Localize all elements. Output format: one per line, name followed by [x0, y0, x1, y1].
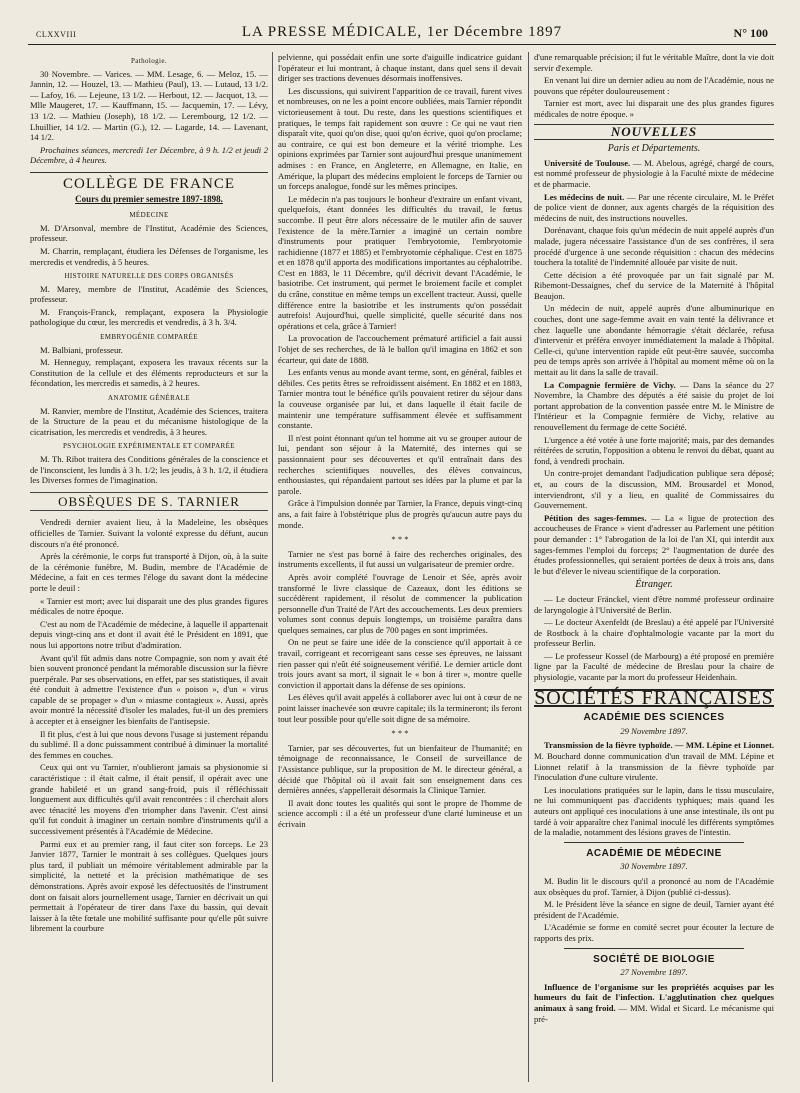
news-text: — Dans la séance du 27 Novembre, la Chambre des députés a été saisie du projet de loi portant approbation de la convention passée entre M. le Ministre de l'Intérieur et la Compagnie fermière de Vichy, relative au renouvellement du fermage de cette Société.: [534, 379, 774, 432]
paragraph: Tarnier ne s'est pas borné à faire des recherches originales, des instruments excellents, il fut aussi un vulgarisateur de premier ordre.: [278, 548, 522, 570]
paragraph: M. Th. Ribot traitera des Conditions générales de la conscience et de l'inconscient, les lundis à 3 h. 1/2; les jeudis, à 3 h. 1/2, il étudiera les Diverses formes de l'imagination.: [30, 454, 268, 486]
college-title: COLLÈGE DE FRANCE: [63, 175, 235, 192]
paragraph: C'est au nom de l'Académie de médecine, à laquelle il appartenait depuis vingt-cinq ans et dont il avait été le Président en 1891, que nous lui apportons notre tribut d'admiration.: [30, 618, 268, 650]
paragraph: M. Charrin, remplaçant, étudiera les Défenses de l'organisme, les mercredis et vendredis, à 5 heures.: [30, 245, 268, 267]
column-divider-2: [528, 52, 529, 1082]
paragraph: Ceux qui ont vu Tarnier, n'oublieront jamais sa physionomie si caractéristique : il était calme, il était pensif, il opérait avec une grande habileté et un grand sang-froid, puis il réfléchissait longuement aux difficultés qu'il avait rencontrées : il cherchait alors avec ténacité les moyens d'en triompher dans l'avenir. C'est ainsi qu'il fut conduit à imaginer un certain nombre d'instruments qu'il a successivement présentés à l'Académie de Médecine.: [30, 762, 268, 836]
paragraph: Vendredi dernier avaient lieu, à la Madeleine, les obsèques officielles de Tarnier. Suivant la volonté expresse du défunt, aucun discours n'a été prononcé.: [30, 517, 268, 549]
column-3: [534, 52, 774, 1088]
news-text: — La « ligue de protection des accoucheuses de France » vient d'adresser au Parlement une pétition pour demander : 1° l'abrogation de la loi de l'an XI, qui interdit aux sages-femmes l'emploi du forceps; 2° l'augmentation de durée des études professionnelles, qui seraient portées de deux à trois ans, dans le but d'élever le niveau scientifique de la corporation.: [534, 512, 774, 576]
paragraph: La provocation de l'accouchement prématuré artificiel a fait aussi l'objet de ses recherches, de là le ballon qu'il imagina en 1862 et son écarteur, qui date de 1888.: [278, 333, 522, 365]
paragraph: M. François-Franck, remplaçant, exposera la Physiologie pathologique du cœur, les mercredis et vendredis, à 3 h. 3/4.: [30, 306, 268, 328]
news-text: — Par une récente circulaire, M. le Préfet de police vient de donner, aux agents chargés de la réquisition des médecins de nuit, des instructions nouvelles.: [534, 191, 774, 223]
paragraph: M. Budin lit le discours qu'il a prononcé au nom de l'Académie aux obsèques du prof. Tarnier, à Dijon (publié ci-dessus).: [534, 875, 774, 897]
paragraph: Tarnier, par ses découvertes, fut un bienfaiteur de l'humanité; en témoignage de reconnaissance, le Conseil de surveillance de l'Assistance publique, sur la proposition de M. le directeur général, a décidé que l'hôpital où il avait fait son enseignement dans ces dernières années, s'appellerait désormais la Clinique Tarnier.: [278, 742, 522, 796]
pathologie-next-sessions: Prochaines séances, mercredi 1er Décembre, à 9 h. 1/2 et jeudi 2 Décembre, à 4 heures.: [30, 144, 268, 166]
paragraph: M. le Président lève la séance en signe de deuil, Tarnier ayant été président de l'Académie.: [534, 899, 774, 920]
paragraph: Un médecin de nuit, appelé auprès d'une albuminurique en couches, dont une sage-femme avait en vain tenté la délivrance et chez laquelle une abondante hémorragie s'était déclarée, refusa d'intervenir et préféra envoyer immédiatement la malade à l'hôpital. Celle-ci, qu'une intervention rapide eût peut-être sauvée, succomba peu de temps après son arrivée à l'hôpital au moment même où on la mettait au lit dans la salle de travail.: [534, 303, 774, 378]
paragraph: Après avoir complété l'ouvrage de Lenoir et Sée, après avoir transformé le livre classique de Cazeaux, dont les éditions se succédèrent rapidement, il résolut de commencer la publication personnelle d'un Traité de l'Art des accouchements. Les deux premiers volumes sont connus depuis longtemps, un troisième paraîtra dans quelques semaines, car plus de 700 pages en sont imprimées.: [278, 571, 522, 635]
news-headline: Les médecins de nuit.: [544, 191, 625, 202]
paragraph: M. Balbiani, professeur.: [40, 344, 123, 355]
paragraph: Il fit plus, c'est à lui que nous devons l'usage si justement répandu du sublimé. Il a donc puissamment contribué à diminuer la mortalité des femmes en couches.: [30, 728, 268, 760]
session-date: 30 Novembre 1897.: [620, 861, 688, 872]
heading-anatomie: ANATOMIE GÉNÉRALE: [108, 394, 190, 403]
divider: [564, 842, 744, 843]
news-headline: La Compagnie fermière de Vichy.: [544, 379, 676, 390]
societes-title: SOCIÉTÉS FRANÇAISES: [534, 686, 774, 709]
heading-psychologie: PSYCHOLOGIE EXPÉRIMENTALE ET COMPARÉE: [63, 442, 235, 451]
news-headline: Université de Toulouse.: [544, 157, 631, 168]
paragraph: Avant qu'il fût admis dans notre Compagnie, son nom y avait été bien souvent prononcé pendant la mémorable discussion sur la fièvre puerpérale. Par ses observations, en effet, par ses statistiques, il avait été conduit à admettre l'existence d'un « poison », d'un « virus capable de se propager » d'un « miasme contagieux ». Aussi, après avoir montré la nécessité d'isoler les malades, fut-il un des premiers à accepter et à enseigner les bienfaits de l'antisepsie.: [30, 652, 268, 727]
communication-title: Influence de l'organisme sur les propriétés acquises par les humeurs du fait de l'infection. L'agglutination chez quelques animaux à sang froid.: [534, 981, 774, 1013]
societe-biologie-title: SOCIÉTÉ DE BIOLOGIE: [593, 953, 715, 965]
paragraph: Parmi eux et au premier rang, il faut citer son forceps. Le 23 Janvier 1877, Tarnier le montrait à ses collègues. Quelques jours plus tard, il publiait un mémoire véritablement admirable par la simplicité, la netteté et la précision mathématique de ses démonstrations. Après avoir exposé les défectuosités de l'instrument dont on faisait alors journellement usage, Tarnier en décrivait un qui permettait à l'opérateur de tirer dans l'axe du bassin, qui devait laisser à la tête fœtale une mobilité suffisante pour qu'elle pût suivre librement la courbure: [30, 838, 268, 934]
masthead-title: LA PRESSE MÉDICALE, 1er Décembre 1897: [241, 24, 563, 40]
paragraph: Les enfants venus au monde avant terme, sont, en général, faibles et débiles. Ces petits êtres se refroidissent aisément. En 1882 et en 1883, Tarnier montra tout le bénéfice qu'ils pouvaient retirer du séjour dans la couveuse organisée par lui, et dans laquelle il était facile de maintenir une température suffisamment élevée et suffisamment constante.: [278, 367, 522, 431]
cours-title: Cours du premier semestre 1897-1898.: [75, 193, 223, 204]
pathologie-title: Pathologie.: [130, 57, 168, 65]
paragraph: Les inoculations pratiquées sur le lapin, dans le tissu musculaire, ne lui communiquent pas d'accidents typhiques; mais quand les auteurs ont appliqué ces inoculations à une anse intestinale, ils ont pu tardé à voir apparaître chez l'animal inoculé les différents symptômes de la maladie, notamment des lésions graves de l'intestin.: [534, 784, 774, 838]
paragraph: — Le professeur Kossel (de Marbourg) a été proposé en première ligne par la Faculté de médecine de Breslau pour la chaire de physiologie, vacante par la mort du professeur Heidenhain.: [534, 650, 774, 683]
paragraph: L'Académie se forme en comité secret pour écouter la lecture de rapports des prix.: [534, 922, 774, 943]
divider: [564, 948, 744, 949]
paragraph: On ne peut se faire une idée de la conscience qu'il apportait à ce travail, corrigeant et recorrigeant sans cesse ses épreuves, ne laissant rien passer qui n'eût été soigneusement vérifié. Le dernier article dont trois jours avant sa mort, il signait le « bon à tirer », montre quelle conviction il apportait dans la défense de ses opinions.: [278, 637, 522, 690]
issue-number: N° 100: [733, 26, 768, 40]
page-number: CLXXVIII: [36, 30, 77, 39]
paragraph: M. Ranvier, membre de l'Institut, Académie des Sciences, traitera de la Structure de la peau et du mécanisme histologique de la cicatrisation, les mercredis et vendredis, à 3 heures.: [30, 405, 268, 437]
pathologie-results: 30 Novembre. — Varices. — MM. Lesage, 6. — Meloz, 15. — Jannin, 12. — Houzel, 13. — Mathieu (Paul), 13. — Lutaud, 13 1/2. — Lafoy, 16. — Lejeune, 13 1/2. — Herbout, 12. — Jacquot, 13. — Mlle Maugeret, 17. — Kauffmann, 15. — Jacquemin, 17. — Lévy, 13 1/2. — Mathieu (Joseph), 18 1/2. — Lerembourg, 12 1/2. — Lhuillier, 14 1/2. — Martin (G.), 12. — Lagarde, 14. — Lavenant, 14 1/2.: [30, 68, 268, 143]
paragraph: Les discussions, qui suivirent l'apparition de ce travail, furent vives et nombreuses, on ne les a point encore oubliées, mais Tarnier répondit victorieusement à tout. Du reste, dans les questions scientifiques et pratiques, le temps fait rapidement son œuvre : Ce qui ne vaut rien disparaît vite, quoi qu'on dise, quoi qu'on écrive, quoi qu'on proclame; au contraire, ce qui est bon demeure et la vérité triomphe. Les opinions exprimées par Tarnier sont aujourd'hui presque unanimement admises : en France, en Angleterre, en Allemagne, en Italie, en Amérique, la plupart des médecins emploient le forceps de Tarnier ou un forceps analogue, fondé sur les mêmes principes.: [278, 85, 522, 192]
nouvelles-title: NOUVELLES: [534, 124, 774, 141]
paragraph: — Le docteur Axenfeldt (de Breslau) a été appelé par l'Université de Rostbock à la chaire d'ophtalmologie vacante par la mort du professeur Berlin.: [534, 617, 774, 649]
column-2: [278, 52, 522, 1088]
paragraph: Il n'est point étonnant qu'un tel homme ait vu se grouper autour de lui, pendant son séjour à la Maternité, des internes qui se passionnaient pour ses découvertes et qu'il entraînait dans des recherches scientifiques nouvelles, des élèves convaincus, enthousiastes, qui répandaient partout ses idées par la plume et par la parole.: [278, 432, 522, 496]
paragraph: — Le docteur Fränckel, vient d'être nommé professeur ordinaire de laryngologie à l'Université de Berlin.: [534, 593, 774, 615]
obseques-title: OBSÈQUES DE S. TARNIER: [30, 492, 268, 512]
session-date: 27 Novembre 1897.: [620, 967, 688, 978]
paragraph: Après la cérémonie, le corps fut transporté à Dijon, où, à la suite de la cérémonie funèbre, M. Budin, membre de l'Académie de Médecine, a fait en ces termes l'éloge du savant dont la médecine porte le deuil :: [30, 551, 268, 593]
paragraph: Il avait donc toutes les qualités qui sont le propre de l'homme de science accompli : il a été un professeur d'une clarté lumineuse et un écrivain: [278, 797, 522, 829]
column-1: [30, 52, 268, 1088]
etranger-heading: Étranger.: [635, 579, 673, 591]
communication-text: M. Bouchard donne communication d'un travail de MM. Lépine et Lionnet relatif à la transmission de la fièvre typhoïde par l'inoculation d'une culture virulente.: [534, 751, 774, 783]
paris-departements-heading: Paris et Départements.: [607, 143, 701, 155]
paragraph: M. D'Arsonval, membre de l'Institut, Académie des Sciences, professeur.: [30, 222, 268, 244]
paragraph: Tarnier est mort, avec lui disparait une des plus grandes figures médicales de notre époque. »: [534, 98, 774, 119]
communication-title: Transmission de la fièvre typhoïde. — MM. Lépine et Lionnet.: [544, 740, 774, 751]
section-separator: * * *: [391, 534, 409, 545]
paragraph: Un contre-projet demandant l'adjudication publique sera déposé; et, au cours de la discussion, MM. Brousardel et Monod, interviendront, s'il y a lieu, en qualité de Commissaires du Gouvernement.: [534, 468, 774, 511]
paragraph: « Tarnier est mort; avec lui disparait une des plus grandes figures médicales de notre époque.: [30, 595, 268, 617]
paragraph: Dorénavant, chaque fois qu'un médecin de nuit appelé auprès d'un malade, jugera nécessaire l'assistance d'un de ses confrères, il sera procédé d'urgence à une seconde réquisition : chacun des médecins touchera la totalité de l'indemnité allouée par visite de nuit.: [534, 225, 774, 268]
communication-text: — MM. Widal et Sicard. Le mécanisme qui pré-: [534, 1002, 774, 1024]
column-divider-1: [272, 52, 273, 1082]
section-separator: * * *: [391, 728, 409, 739]
heading-embryogenie: EMBRYOGÉNIE COMPARÉE: [100, 333, 198, 342]
paragraph: Les élèves qu'il avait appelés à collaborer avec lui ont à cœur de ne point laisser inachevée son œuvre capitale; ils la termineront; ils feront tout leur possible pour qu'elle soit digne de sa mémoire.: [278, 692, 522, 724]
paragraph: M. Henneguy, remplaçant, exposera les travaux récents sur la Constitution de la cellule et des éléments reproducteurs et sur la fécondation, les mercredis et samedis, à 2 heures.: [30, 357, 268, 389]
page-header: [28, 8, 776, 45]
academie-sciences-title: ACADÉMIE DES SCIENCES: [583, 712, 725, 724]
news-headline: Pétition des sages-femmes.: [544, 512, 647, 523]
paragraph: Cette décision a été provoquée par un fait signalé par M. Ribemont-Dessaignes, chef du service de la Maternité à l'hôpital Beaujon.: [534, 269, 774, 301]
paragraph: pelvienne, qui possédait enfin une sorte d'aiguille indicatrice guidant l'opérateur et lui montrant, à chaque instant, dans quel sens il devait diriger ses tractions devenues désormais inoffensives.: [278, 52, 522, 84]
pathologie-block: [30, 56, 268, 173]
paragraph: Grâce à l'impulsion donnée par Tarnier, la France, depuis vingt-cinq ans, a fait faire à l'obstétrique plus de progrès qu'aucun autre pays du monde.: [278, 498, 522, 530]
heading-histoire: HISTOIRE NATURELLE DES CORPS ORGANISÉS: [64, 272, 234, 281]
heading-medecine: MÉDECINE: [129, 211, 169, 220]
paragraph: En venant lui dire un dernier adieu au nom de l'Académie, nous ne pouvons que répéter douloureusement :: [534, 75, 774, 96]
academie-medecine-title: ACADÉMIE DE MÉDECINE: [586, 847, 722, 859]
paragraph: d'une remarquable précision; il fut le véritable Maître, dont la vie doit servir d'exemple.: [534, 52, 774, 73]
session-date: 29 Novembre 1897.: [620, 725, 688, 736]
paragraph: M. Marey, membre de l'Institut, Académie des Sciences, professeur.: [30, 283, 268, 305]
news-text: — M. Abelous, agrégé, chargé de cours, est nommé professeur de physiologie à la Faculté mixte de médecine et de pharmacie.: [534, 157, 774, 189]
paragraph: L'urgence a été votée à une forte majorité; mais, par des demandes réitérées de scrutin, l'opposition a obtenu le renvoi du débat, quant au fond, à vendredi prochain.: [534, 434, 774, 466]
paragraph: Le médecin n'a pas toujours le bonheur d'extraire un enfant vivant, quelquefois, étant données les difficultés du travail, le fœtus succombe. Il peut être alors nécessaire de le mutiler afin de sauver l'existence de la mère.Tarnier a imaginé un certain nombre d'instruments pour pratiquer l'embryotomie, l'embryotomie rachidienne (1877 et 1885) et l'embryotomie céphalique. C'est en 1875 et en 1878 qu'il apporta des modifications importantes au céphalotribe. C'est en 1883, le 11 Décembre, qu'il décrivit devant l'Académie, le basiotribe. Cet instrument, qui permet le broiement facile et complet du crâne, constitue en même temps un excellent tracteur. Aussi, quelle différence entre la basiotribe et les instruments qu'on possédait autrefois! Aujourd'hui, quelle simplicité, quelle sécurité dans nos opérations et cela, grâce à Tarnier!: [278, 193, 522, 331]
